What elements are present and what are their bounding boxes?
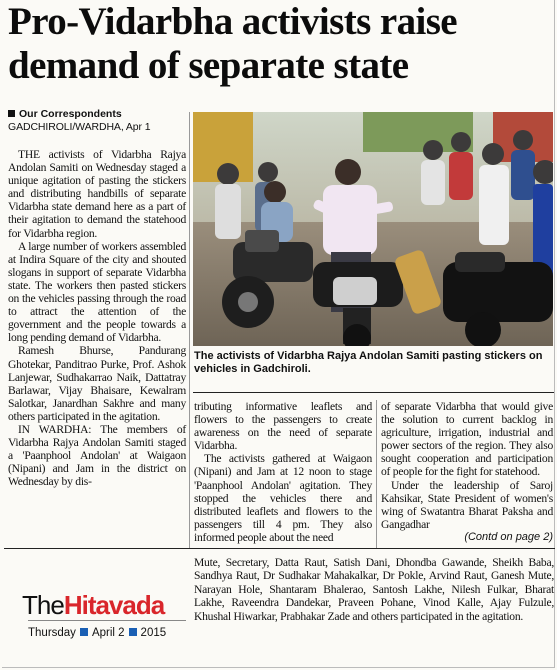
pub-year: 2015 [140, 627, 167, 639]
masthead-logo [22, 590, 164, 621]
divider [193, 392, 554, 393]
column-divider [376, 400, 377, 548]
news-photo [193, 112, 553, 346]
pub-day: Thursday [28, 627, 76, 639]
blue-square-icon [129, 628, 137, 636]
paragraph: THE activists of Vidarbha Rajya Andolan Samiti on Wednesday staged a unique agitation of pasting the stickers and distributing handbills of separate Vidarbha state demand here as a part of their agitation to demand the statehood for Vidarbha region. [8, 148, 186, 240]
continued-note: (Contd on page 2) [464, 530, 553, 543]
article-column-3 [381, 400, 553, 543]
headline: Pro-Vidarbha activists raise demand of separate state [8, 0, 457, 87]
masthead-rule [28, 620, 186, 621]
paragraph: tributing informative leaflets and flowers to the passengers to create awareness on the need of separate Vidarbha. [194, 400, 372, 453]
byline-text: Our Correspondents [19, 108, 122, 120]
photo-caption: The activists of Vidarbha Rajya Andolan Samiti pasting stickers on vehicles in Gadchiroli. [194, 350, 543, 375]
paragraph: Under the leadership of Saroj Kahsikar, State President of women's wing of Swatantra Bharat Paksha and Gangadhar [381, 478, 553, 531]
article-column-1 [8, 148, 186, 488]
newspaper-clipping [2, 0, 555, 668]
dateline: GADCHIROLI/WARDHA, Apr 1 [8, 121, 151, 133]
photo-illustration [193, 112, 553, 346]
divider [4, 548, 555, 549]
paragraph: of separate Vidarbha that would give the solution to current backlog in agriculture, irrigation, industrial and power sectors of the region. They also sought cooperation and participation of people for the fight for statehood. [381, 400, 553, 479]
paragraph: Ramesh Bhurse, Pandurang Ghotekar, Panditrao Purke, Prof. Ashok Lanjewar, Sudhakarrao Naik, Dattatray Barlawar, Vijay Bhaisare, Kewalram Salotkar, Janardhan Sakhre and many others participated in the agitation. [8, 344, 186, 423]
paragraph: The activists gathered at Waigaon (Nipani) and Jam at 12 noon to stage 'Paanphool Andolan' agitation. They stopped the vehicles there and distributed leaflets and flowers to the passengers till 4 pm. They also informed people about the need [194, 452, 372, 544]
participants-paragraph: Mute, Secretary, Datta Raut, Satish Dani, Dhondba Gawande, Sheikh Baba, Sandhya Raut, Dr Sudhakar Mahakalkar, Dr Pokle, Arvind Raut, Ganesh Mute, Narayan Hole, Shantaram Bhalerao, Santosh Lakhe, Nilesh Fulkar, Bharat Lakhe, Raveendra Dandekar, Praveen Pohane, Vinod Kalle, Ajay Fulzule, Khushal Hiwarkar, Prabhakar Zade and others participated in the agitation. [194, 556, 554, 623]
paragraph: A large number of workers assembled at Indira Square of the city and shouted slogans in support of separate Vidarbha state. The workers then pasted stickers on the vehicles passing through the road to attract the attention of the government and the people towards a long pending demand of Vidarbha. [8, 239, 186, 345]
byline [8, 108, 122, 120]
article-column-2 [194, 400, 372, 544]
blue-square-icon [80, 628, 88, 636]
square-bullet-icon [8, 110, 15, 117]
paragraph: IN WARDHA: The members of Vidarbha Rajya Andolan Samiti staged a 'Paanphool Andolan' at Waigaon (Nipani) and Jam in the district on Wednesday by dis- [8, 422, 186, 489]
publication-date [28, 627, 166, 639]
masthead-name: Hitavada [63, 590, 165, 620]
column-divider [189, 112, 190, 548]
masthead-the: The [22, 590, 64, 620]
pub-month-day: April 2 [91, 627, 125, 639]
